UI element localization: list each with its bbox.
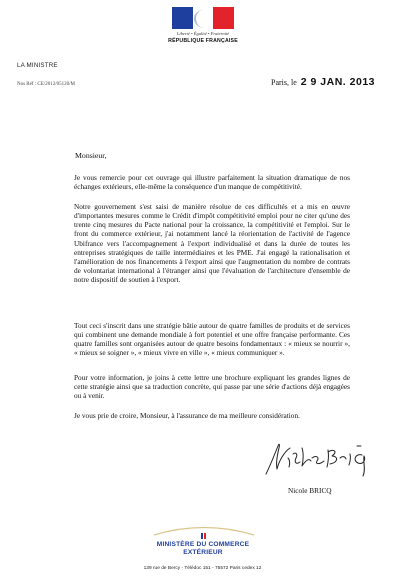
date-prefix: Paris, le — [271, 78, 297, 87]
ministry-line-1: MINISTÈRE DU COMMERCE — [156, 541, 250, 548]
signatory-name: Nicole BRICQ — [288, 486, 332, 495]
ministry-name — [128, 541, 278, 557]
signature-icon — [262, 436, 382, 478]
closing-paragraph: Je vous prie de croire, Monsieur, à l'assurance de ma meilleure considération. — [74, 411, 300, 420]
letter-date — [271, 76, 375, 88]
paragraph: Tout ceci s'inscrit dans une stratégie bâtie autour de quatre familles de produits et de services qui combinent une demande mondiale à fort potentiel et une offre française performante. Ces quatre familles sont organisées autour de quatre besoins fondamentaux : « mieux se nourrir », « mieux se soigner », « mieux vivre en ville », « mieux communiquer ». — [74, 321, 350, 358]
minister-title: LA MINISTRE — [17, 62, 58, 69]
ministry-address: 139 rue de Bercy - Télédoc 151 - 75572 Paris cedex 12 — [143, 566, 262, 571]
ministry-line-2: EXTÉRIEUR — [183, 549, 223, 556]
paragraph: Pour votre information, je joins à cette lettre une brochure expliquant les grandes lignes de cette stratégie ainsi que sa traduction concrète, qui passe par une série d'actions déjà engagées ou à venir. — [74, 373, 350, 401]
paragraph: Je vous remercie pour cet ouvrage qui illustre parfaitement la situation dramatique de nos échanges extérieurs, elle-même la conséquence d'un manque de compétitivité. — [74, 173, 350, 192]
reference-number: Nos Réf : CE/2012/05120/M — [17, 82, 75, 87]
salutation: Monsieur, — [75, 151, 107, 160]
marianne-profile-icon — [194, 10, 214, 28]
republic-motto: Liberté • Égalité • Fraternité — [176, 31, 230, 36]
republic-name: RÉPUBLIQUE FRANÇAISE — [168, 38, 238, 44]
republique-logo — [168, 7, 238, 47]
tricolor-flag-icon — [201, 533, 206, 539]
date-stamp: 2 9 JAN. 2013 — [300, 76, 375, 88]
paragraph: Notre gouvernement s'est saisi de manière résolue de ces difficultés et a mis en œuvre d'importantes mesures comme le Crédit d'impôt compétitivité emploi pour ne citer qu'une des trente cinq mesures du Pacte national pour la croissance, la compétitivité et l'emploi. Sur le front du commerce extérieur, j'ai notamment lancé la réorientation de l'activité de l'agence Ubifrance vers l'accompagnement à l'export individualisé et dans la durée de toutes les entreprises stratégiques de taille intermédiaires et les PME. J'ai engagé la rationalisation et l'amélioration de nos financements à l'export ainsi que l'augmentation du nombre de contrats de volontariat international à l'étranger ainsi que l'évaluation de l'architecture d'ensemble de notre dispositif de soutien à l'export. — [74, 202, 350, 285]
